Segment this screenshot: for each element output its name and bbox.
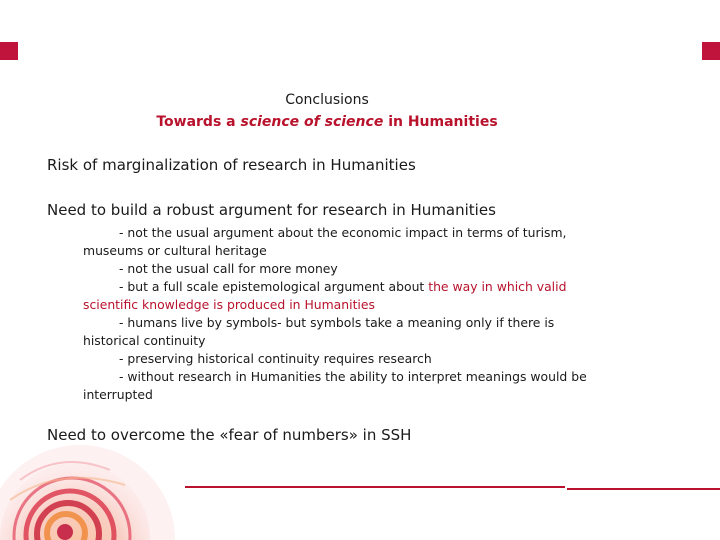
subtitle-italic-part: science of science — [240, 114, 384, 130]
footer-divider-line — [185, 486, 565, 488]
bullet-item: - humans live by symbols- but symbols take a meaning only if there is historical continuity — [83, 315, 555, 348]
heading-robust-argument: Need to build a robust argument for research in Humanities — [47, 201, 496, 219]
slide-title: Conclusions — [285, 92, 369, 108]
bullet-item: - without research in Humanities the ability to interpret meanings would be interrupted — [83, 369, 587, 402]
heading-marginalization: Risk of marginalization of research in Humanities — [47, 156, 416, 174]
bullet-text: - but a full scale epistemological argument about — [119, 279, 429, 294]
bullet-highlight-text: the way in which valid scientific knowledge is produced in Humanities — [83, 279, 567, 312]
subtitle-part-3: in Humanities — [383, 114, 498, 130]
footer-divider-line-right — [567, 488, 720, 490]
heading-fear-of-numbers: Need to overcome the «fear of numbers» in SSH — [47, 426, 412, 444]
spiral-decoration-graphic — [0, 440, 180, 540]
subtitle-part-1: Towards a — [156, 114, 241, 130]
slide-subtitle — [0, 114, 654, 130]
argument-bullet-list — [83, 224, 603, 404]
bullet-item — [83, 278, 603, 314]
bullet-item: - not the usual call for more money — [119, 261, 338, 276]
bullet-item: - not the usual argument about the economic impact in terms of turism, museums or cultural heritage — [83, 225, 567, 258]
bullet-item: - preserving historical continuity requires research — [119, 351, 432, 366]
corner-accent-left — [0, 42, 18, 60]
corner-accent-right — [702, 42, 720, 60]
